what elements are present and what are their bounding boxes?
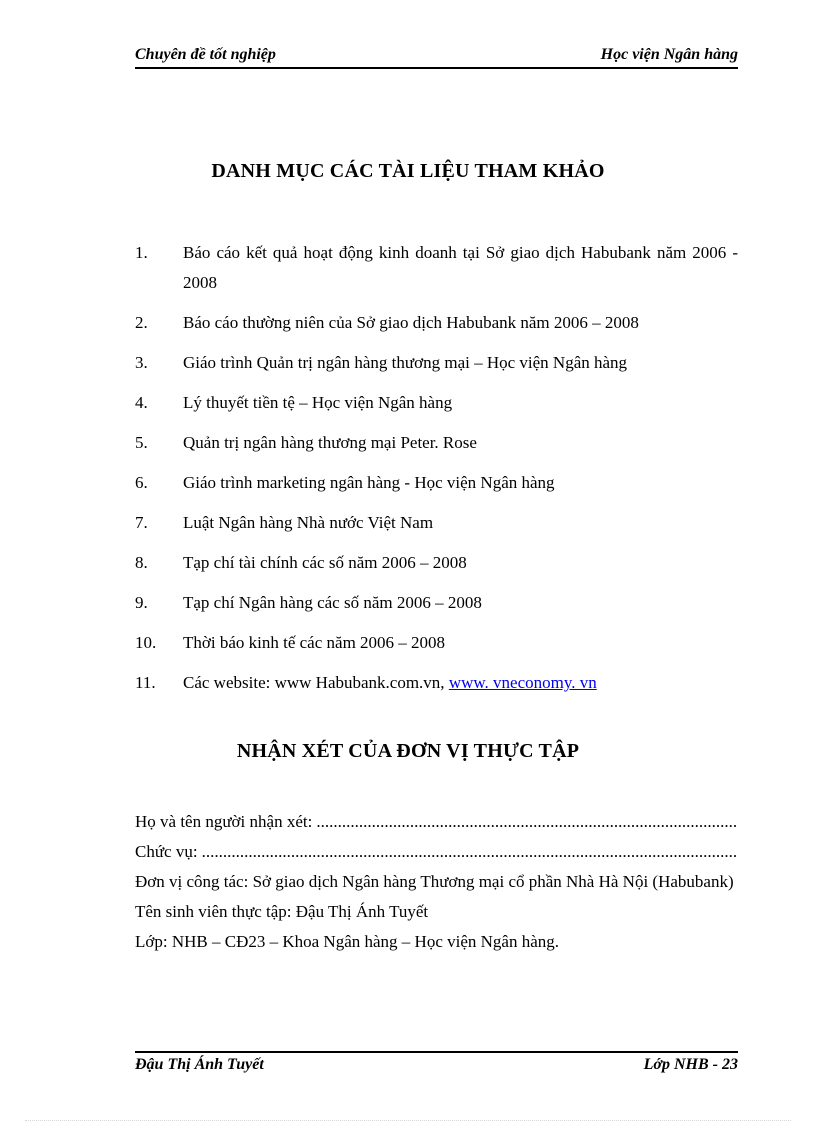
list-item	[135, 548, 738, 578]
item-text: Báo cáo kết quả hoạt động kinh doanh tại Sở giao dịch Habubank năm 2006 - 2008	[183, 243, 738, 292]
list-item	[135, 468, 738, 498]
list-item	[135, 428, 738, 458]
item-text: Tạp chí Ngân hàng các số năm 2006 – 2008	[183, 593, 482, 612]
item-number: 2.	[135, 313, 148, 332]
work-unit-text: Đơn vị công tác: Sở giao dịch Ngân hàng Thương mại cổ phần Nhà Hà Nội (Habubank)	[135, 872, 734, 891]
class-text: Lớp: NHB – CĐ23 – Khoa Ngân hàng – Học viện Ngân hàng.	[135, 932, 560, 951]
list-item	[135, 508, 738, 538]
list-item	[135, 308, 738, 338]
item-number: 1.	[135, 243, 148, 262]
reviewer-fill-line	[316, 807, 738, 837]
item-text	[183, 668, 738, 698]
reviewer-row	[135, 807, 738, 837]
item-number: 11.	[135, 673, 156, 692]
position-row	[135, 837, 738, 867]
item-number: 10.	[135, 633, 157, 652]
remarks-title: NHẬN XÉT CỦA ĐƠN VỊ THỰC TẬP	[236, 740, 580, 762]
item-text: Quản trị ngân hàng thương mại Peter. Rose	[183, 433, 477, 452]
page-header	[135, 46, 738, 69]
references-title: DANH MỤC CÁC TÀI LIỆU THAM KHẢO	[211, 160, 605, 182]
item-text: Giáo trình marketing ngân hàng - Học viện Ngân hàng	[183, 473, 555, 492]
website-prefix: Các website: www Habubank.com.vn,	[183, 673, 449, 692]
item-number: 9.	[135, 593, 148, 612]
item-text: Giáo trình Quản trị ngân hàng thương mại – Học viện Ngân hàng	[183, 353, 628, 372]
header-right-text: Học viện Ngân hàng	[600, 46, 738, 63]
reference-list	[135, 238, 738, 708]
item-number: 5.	[135, 433, 148, 452]
list-item	[135, 628, 738, 658]
position-label: Chức vụ:	[135, 842, 198, 861]
reviewer-label: Họ và tên người nhận xét:	[135, 812, 313, 831]
item-number: 6.	[135, 473, 148, 492]
list-item	[135, 348, 738, 378]
item-text: Tạp chí tài chính các số năm 2006 – 2008	[183, 553, 467, 572]
item-text: Thời báo kinh tế các năm 2006 – 2008	[183, 633, 446, 652]
item-text: Luật Ngân hàng Nhà nước Việt Nam	[183, 513, 434, 532]
footer-class: Lớp NHB - 23	[643, 1056, 738, 1073]
list-item	[135, 388, 738, 418]
vneconomy-link[interactable]: www. vneconomy. vn	[448, 673, 597, 692]
page-edge-divider	[25, 1120, 791, 1121]
list-item	[135, 588, 738, 618]
item-text: Lý thuyết tiền tệ – Học viện Ngân hàng	[183, 393, 453, 412]
student-name-text: Tên sinh viên thực tập: Đậu Thị Ánh Tuyết	[135, 902, 429, 921]
item-number: 3.	[135, 353, 148, 372]
remarks-section	[135, 807, 738, 957]
list-item	[135, 668, 738, 698]
position-fill-line	[202, 837, 738, 867]
item-text: Báo cáo thường niên của Sở giao dịch Habubank năm 2006 – 2008	[183, 313, 639, 332]
list-item	[135, 238, 738, 298]
page-footer	[135, 1051, 738, 1074]
item-number: 8.	[135, 553, 148, 572]
item-number: 7.	[135, 513, 148, 532]
header-left-text: Chuyên đề tốt nghiệp	[135, 46, 276, 63]
item-number: 4.	[135, 393, 148, 412]
footer-author: Đậu Thị Ánh Tuyết	[135, 1056, 264, 1073]
